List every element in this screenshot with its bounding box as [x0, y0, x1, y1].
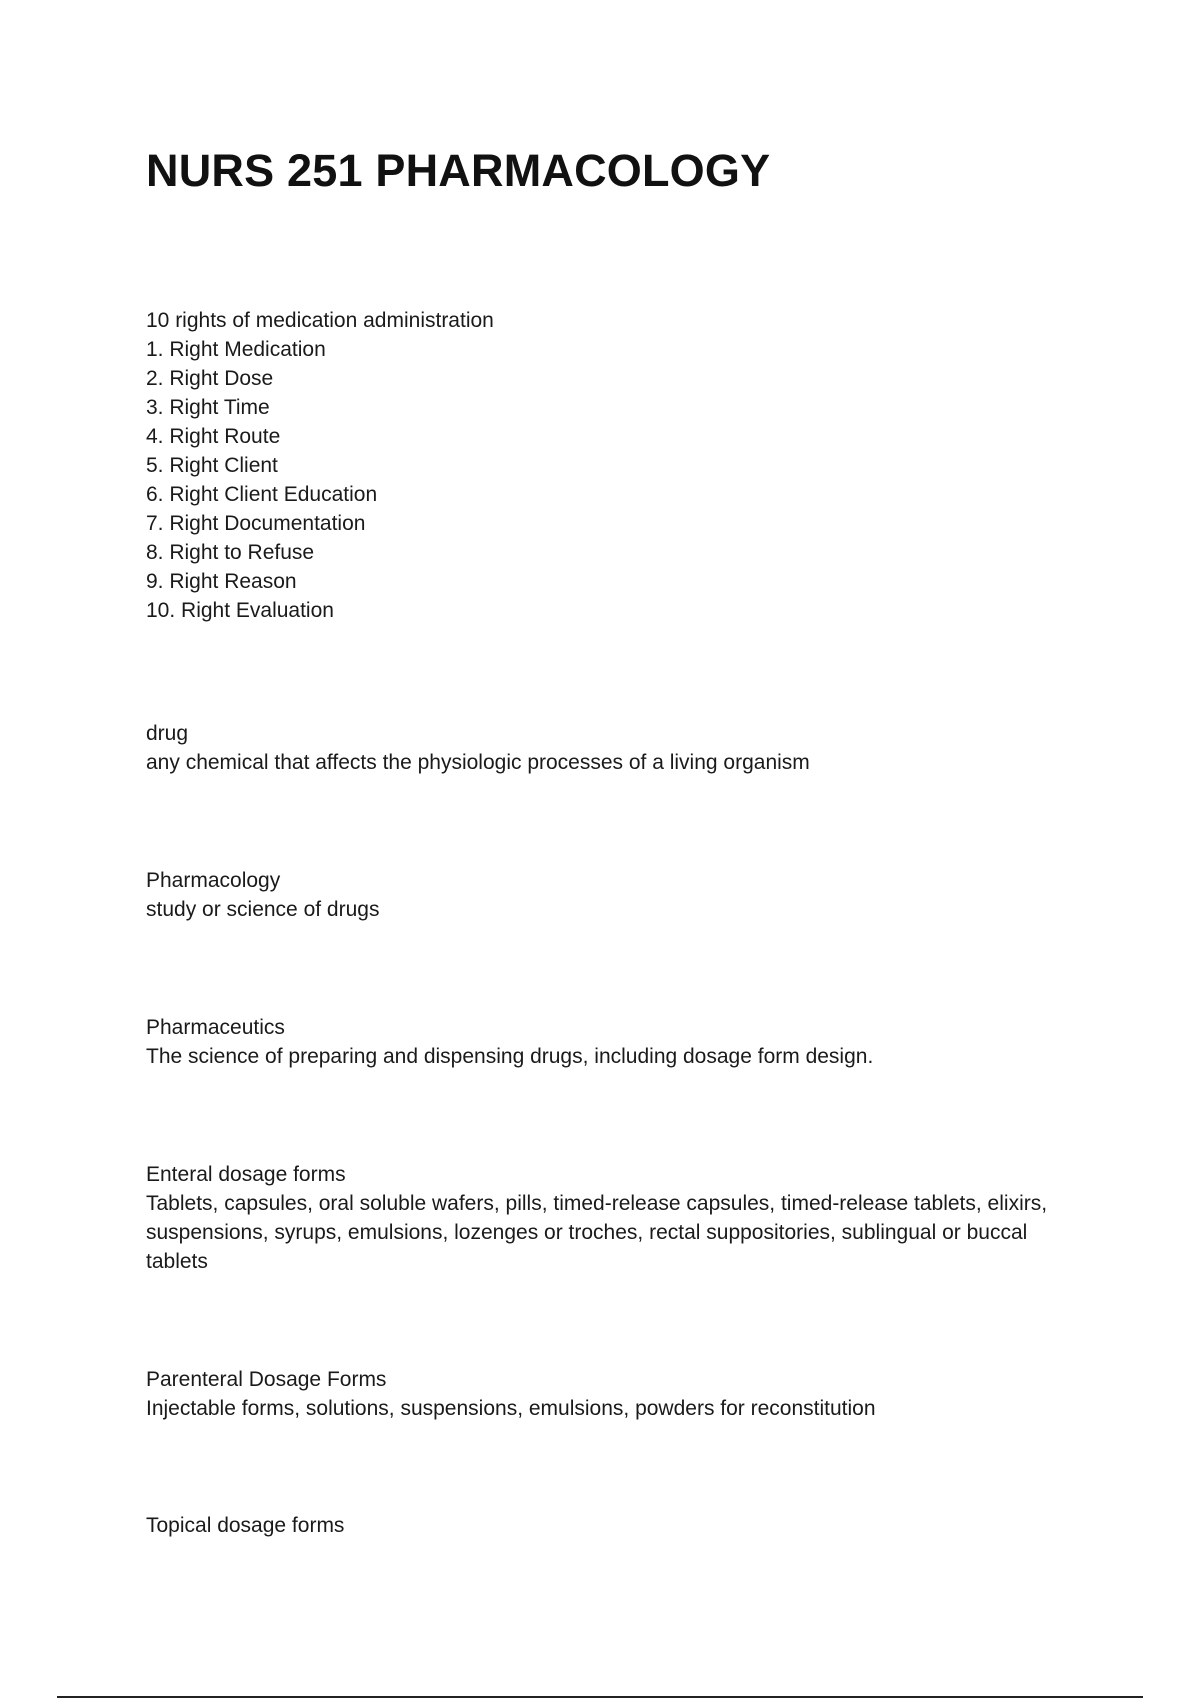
entry-definition: Injectable forms, solutions, suspensions, emulsions, powders for reconstitution: [146, 1397, 876, 1420]
page-title: NURS 251 PHARMACOLOGY: [146, 145, 771, 196]
term-entry-topical-dosage-forms: [146, 1511, 1076, 1540]
rights-list-item: 5. Right Client: [146, 454, 278, 477]
page-bottom-rule: [57, 1696, 1143, 1698]
entry-definition: any chemical that affects the physiologic processes of a living organism: [146, 751, 810, 774]
term-entry-drug: [146, 719, 1076, 777]
rights-list-item: 1. Right Medication: [146, 338, 326, 361]
term-entry-pharmacology: [146, 866, 1076, 924]
rights-list-item: 8. Right to Refuse: [146, 541, 315, 564]
rights-list-item: 2. Right Dose: [146, 367, 274, 390]
term-entry-enteral-dosage-forms: [146, 1160, 1076, 1276]
entry-definition: Tablets, capsules, oral soluble wafers, pills, timed-release capsules, timed-release tablets, elixirs, suspensions, syrups, emulsions, lozenges or troches, rectal suppositories, sublingual or buccal tablets: [146, 1192, 1048, 1273]
rights-list-heading: 10 rights of medication administration: [146, 309, 494, 332]
rights-list-item: 9. Right Reason: [146, 570, 297, 593]
entry-term: Topical dosage forms: [146, 1514, 345, 1537]
entry-term: drug: [146, 722, 189, 745]
rights-list-item: 6. Right Client Education: [146, 483, 378, 506]
entry-term: Parenteral Dosage Forms: [146, 1368, 387, 1391]
entry-term: Enteral dosage forms: [146, 1163, 346, 1186]
entry-term: Pharmacology: [146, 869, 281, 892]
entry-definition: study or science of drugs: [146, 898, 380, 921]
rights-list: [146, 306, 1076, 625]
term-entry-pharmaceutics: [146, 1013, 1076, 1071]
rights-list-item: 3. Right Time: [146, 396, 270, 419]
entry-term: Pharmaceutics: [146, 1016, 285, 1039]
entry-definition: The science of preparing and dispensing drugs, including dosage form design.: [146, 1045, 874, 1068]
term-entry-parenteral-dosage-forms: [146, 1365, 1076, 1423]
rights-list-item: 7. Right Documentation: [146, 512, 366, 535]
rights-list-item: 10. Right Evaluation: [146, 599, 334, 622]
rights-list-item: 4. Right Route: [146, 425, 281, 448]
